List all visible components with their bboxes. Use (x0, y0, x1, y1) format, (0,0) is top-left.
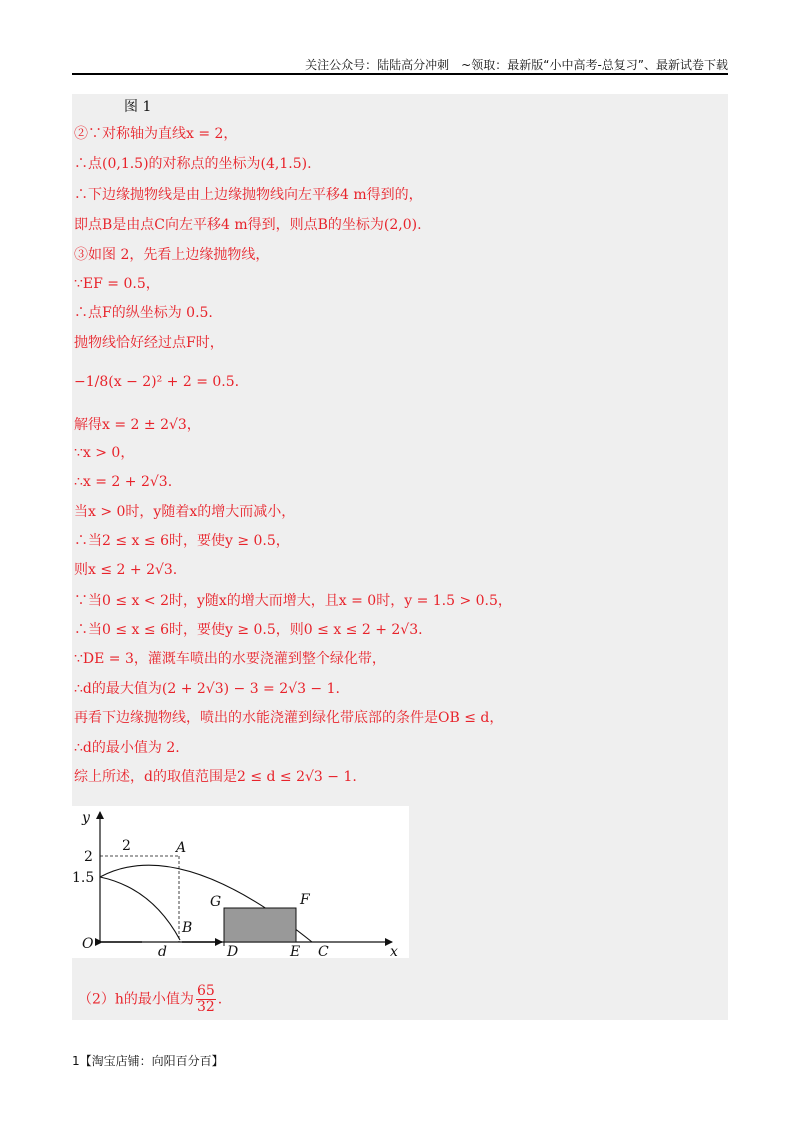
final-prefix: （2）h的最小值为 (78, 991, 194, 1008)
fraction (196, 984, 216, 1015)
solution-line: 抛物线恰好经过点F时， (74, 335, 224, 351)
solution-line: ∴点F的纵坐标为 0.5. (74, 305, 213, 321)
solution-line: 再看下边缘抛物线，喷出的水能浇灌到绿化带底部的条件是OB ≤ d， (74, 710, 504, 726)
fraction-denominator: 32 (196, 999, 215, 1015)
solution-line: ∴d的最小值为 2. (74, 740, 180, 756)
point-c-label: C (318, 944, 329, 958)
label-y-one-five: 1.5 (72, 870, 95, 886)
parabola-figure (72, 806, 409, 958)
solution-line: ∵当0 ≤ x < 2时，y随x的增大而增大，且x = 0时，y = 1.5 > 0.5， (74, 593, 512, 609)
page-footer: 1【淘宝店铺：向阳百分百】 (72, 1054, 224, 1068)
point-b-label: B (182, 920, 193, 936)
solution-line: ②∵对称轴为直线x = 2， (74, 126, 238, 142)
solution-line: ∴d的最大值为(2 + 2√3) − 3 = 2√3 − 1. (74, 681, 340, 697)
solution-line: ∴当0 ≤ x ≤ 6时，要使y ≥ 0.5，则0 ≤ x ≤ 2 + 2√3. (74, 622, 423, 638)
point-a-label: A (176, 840, 187, 856)
solution-line: −1/8(x − 2)² + 2 = 0.5. (74, 374, 240, 390)
solution-line: ∴当2 ≤ x ≤ 6时，要使y ≥ 0.5， (74, 533, 290, 549)
solution-line: 则x ≤ 2 + 2√3. (74, 562, 178, 578)
final-answer (78, 984, 222, 1015)
solution-line: ∵DE = 3，灌溉车喷出的水要浇灌到整个绿化带， (74, 651, 386, 667)
solution-line: 综上所述，d的取值范围是2 ≤ d ≤ 2√3 − 1. (74, 769, 357, 785)
x-axis-label: x (390, 944, 398, 958)
figure-label: 图 1 (124, 99, 152, 115)
point-g-label: G (210, 894, 222, 910)
point-d-label: D (227, 944, 239, 958)
page-header: 关注公众号：陆陆高分冲刺 ~领取：最新版“小中高考-总复习”、最新试卷下载 (305, 58, 728, 72)
point-f-label: F (300, 892, 310, 908)
solution-line: 即点B是由点C向左平移4 m得到，则点B的坐标为(2,0). (74, 217, 422, 233)
solution-line: ∴x = 2 + 2√3. (74, 474, 173, 490)
d-label: d (158, 944, 167, 958)
final-suffix: . (217, 991, 223, 1008)
label-y-two: 2 (84, 849, 93, 865)
header-divider (72, 73, 728, 75)
y-axis-label: y (82, 810, 90, 826)
origin-label: O (82, 936, 94, 952)
solution-line: 当x > 0时，y随着x的增大而减小， (74, 504, 296, 520)
solution-line: ③如图 2，先看上边缘抛物线， (74, 247, 270, 263)
label-two-top: 2 (122, 838, 131, 854)
solution-line: ∵EF = 0.5， (74, 276, 160, 292)
solution-line: ∴点(0,1.5)的对称点的坐标为(4,1.5). (74, 156, 312, 172)
lower-parabola (100, 877, 180, 940)
point-e-label: E (290, 944, 301, 958)
fraction-numerator: 65 (196, 983, 215, 999)
solution-panel (72, 94, 728, 1020)
solution-line: ∴下边缘抛物线是由上边缘抛物线向左平移4 m得到的， (74, 187, 423, 203)
solution-line: 解得x = 2 ± 2√3， (74, 417, 201, 433)
solution-line: ∵x > 0， (74, 445, 135, 461)
green-belt-rect (224, 908, 296, 942)
